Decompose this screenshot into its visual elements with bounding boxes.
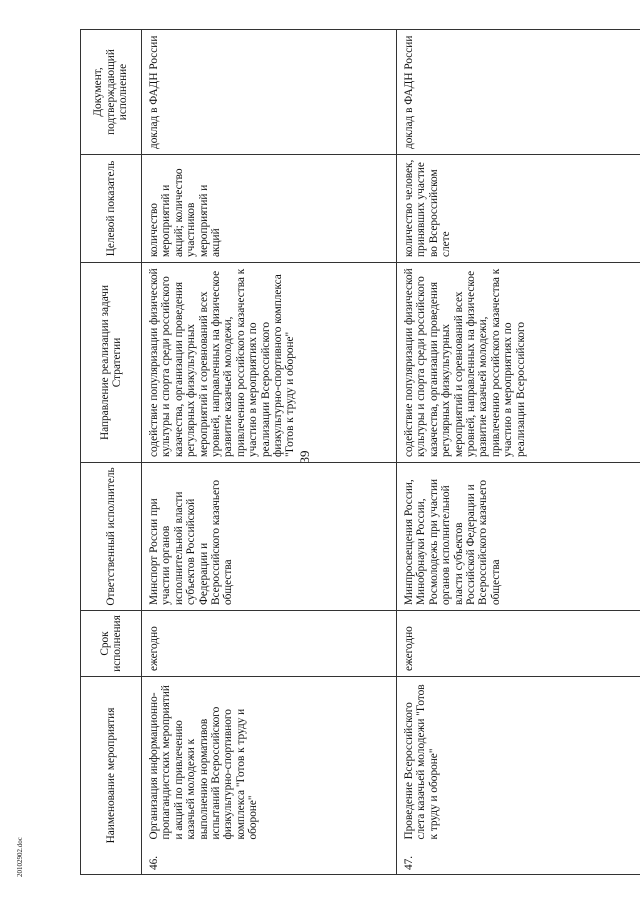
page-number: 39: [297, 450, 312, 464]
table-row: [397, 30, 640, 875]
row-document: доклад в ФАДН России: [142, 30, 397, 155]
row-number: 46.: [142, 845, 397, 875]
header-responsible: Ответственный исполнитель: [81, 463, 142, 611]
row-term: ежегодно: [142, 611, 397, 677]
rotated-landscape-table: [80, 30, 640, 875]
row-term: ежегодно: [397, 611, 640, 677]
footer-file-code: 20102902.doc: [16, 837, 24, 877]
row-indicator: количество мероприятий и акций; количество участников мероприятий и акций: [142, 155, 397, 263]
header-direction: Направление реализации задачи Стратегии: [81, 263, 142, 463]
row-responsible: Минспорт России при участии органов исполнительной власти субъектов Российской Федерации и Всероссийского казачьего общества: [142, 463, 397, 611]
row-document: доклад в ФАДН России: [397, 30, 640, 155]
header-document: Документ, подтверждающий исполнение: [81, 30, 142, 155]
table-container: [80, 30, 640, 875]
row-responsible: Минпросвещения России, Минобрнауки России, Росмолодежь при участии органов исполнительной власти субъектов Российской Федерации и Всероссийского казачьего общества: [397, 463, 640, 611]
row-direction: содействие популяризации физической культуры и спорта среди российского казачества, организации проведения регулярных физкультурных мероприятий и соревнований всех уровней, направленных на физическое развитие казачьей молодежи, привлечению российского казачества к участию в мероприятиях по реализации Всероссийского: [397, 263, 640, 463]
row-name: Организация информационно-пропагандистских мероприятий и акций по привлечению казачьей молодежи к выполнению нормативов испытаний Всероссийского физкультурно-спортивного комплекса "Готов к труду и обороне": [142, 677, 397, 845]
header-term: Срок исполнения: [81, 611, 142, 677]
measures-table: [80, 29, 640, 875]
header-name: Наименование мероприятия: [81, 677, 142, 875]
row-name: Проведение Всероссийского слета казачьей молодежи "Готов к труду и обороне": [397, 677, 640, 845]
header-indicator: Целевой показатель: [81, 155, 142, 263]
row-indicator: количество человек, принявших участие во Всероссийском слете: [397, 155, 640, 263]
table-header-row: [81, 30, 142, 875]
table-row: [142, 30, 397, 875]
row-number: 47.: [397, 845, 640, 875]
row-direction: содействие популяризации физической культуры и спорта среди российского казачества, организации проведения регулярных физкультурных мероприятий и соревнований всех уровней, направленных на физическое развитие казачьей молодежи, привлечению российского казачества к участию в мероприятиях по реализации Всероссийского физкультурно-спортивного комплекса "Готов к труду и обороне": [142, 263, 397, 463]
